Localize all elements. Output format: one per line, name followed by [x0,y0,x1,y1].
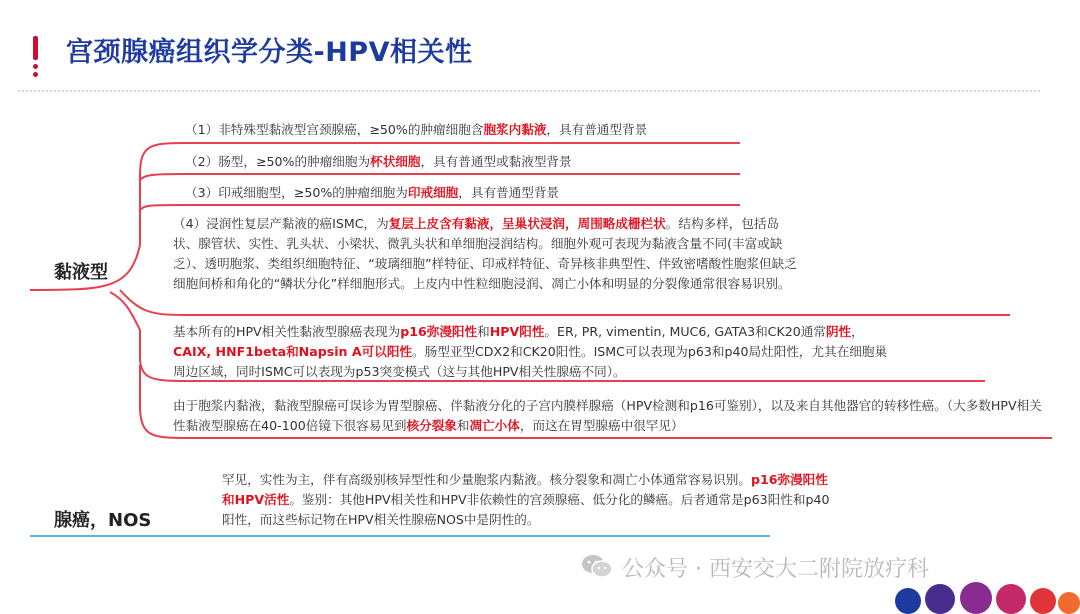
item-2-text: （2）肠型，≥50%的肿瘤细胞为 [185,154,371,169]
nos-text: 罕见，实性为主，伴有高级别核异型性和少量胞浆内黏液。核分裂象和凋亡小体通常容易识别。 [222,472,751,487]
watermark-text: 公众号 · 西安交大二附院放疗科 [622,557,929,582]
differential-text-end: ，而这在胃型腺癌中很罕见） [519,418,684,433]
ihc-highlight-negative: 阴性 [825,324,852,339]
item-2 [185,152,745,172]
nos-paragraph [222,470,832,530]
item-2-highlight: 杯状细胞 [370,154,421,169]
item-3 [185,183,745,203]
decor-circle [895,588,921,614]
decor-circle [960,582,992,614]
ihc-highlight-p16: p16弥漫阳性 [400,324,478,339]
ihc-text: 基本所有的HPV相关性黏液型腺癌表现为 [173,324,401,339]
category-label-nos: 腺癌，NOS [54,510,152,531]
category-label-mucinous: 黏液型 [54,262,108,283]
wechat-logo-icon [580,553,614,579]
decor-circle [1058,592,1080,614]
differential-paragraph [173,396,1053,436]
ihc-connector: 和 [477,324,490,339]
decor-circle [925,584,955,614]
ihc-highlight-hpv: HPV阳性 [489,324,545,339]
differential-connector: 和 [456,418,470,433]
ihc-paragraph [173,322,893,382]
item-3-text-end: ，具有普通型背景 [458,185,559,200]
item-3-highlight: 印戒细胞 [407,185,459,200]
ihc-text-markers: 。ER, PR, vimentin, MUC6, GATA3和CK20通常 [544,324,826,339]
item-1-highlight: 胞浆内黏液 [483,122,547,137]
ihc-text-end: 。肠型亚型CDX2和CK20阳性。ISMC可以表现为p63和p40局灶阳性，尤其在细胞巢周边区域，同时ISMC可以表现为p53突变模式（这与其他HPV相关性腺癌不同）。 [173,344,888,379]
item-2-text-end: ，具有普通型或黏液型背景 [420,154,572,169]
item-4-highlight: 复层上皮含有黏液，呈巢状浸润，周围略成栅栏状 [388,216,666,231]
ihc-connector-comma: ， [851,324,864,339]
item-1 [185,120,745,140]
item-1-text-end: ，具有普通型背景 [546,122,648,137]
differential-text: 由于胞浆内黏液，黏液型腺癌可误诊为胃型腺癌、伴黏液分化的子宫内膜样腺癌（HPV检测和p16可鉴别），以及来自其他器官的转移性癌。（大多数HPV相关性黏液型腺癌在40-100倍镜下很容易见到 [173,398,1042,433]
bracket-branch-3 [140,205,740,210]
nos-highlight: p16弥漫阳性和HPV活性 [222,472,828,507]
item-4-text: （4）浸润性复层产黏液的癌ISMC，为 [173,216,389,231]
page-title: 宫颈腺癌组织学分类-HPV相关性 [66,37,473,68]
item-1-text: （1）非特殊型黏液型宫颈腺癌，≥50%的肿瘤细胞含 [185,122,484,137]
bracket-branch-2 [140,174,740,180]
decor-circle [1030,588,1056,614]
differential-highlight-apoptosis: 凋亡小体 [469,418,520,433]
item-3-text: （3）印戒细胞型，≥50%的肿瘤细胞为 [185,185,408,200]
nos-underline [30,535,770,537]
nos-text-end: 。鉴别：其他HPV相关性和HPV非依赖性的宫颈腺癌、低分化的鳞癌。后者通常是p63阳性和p40阳性，而这些标记物在HPV相关性腺癌NOS中是阴性的。 [222,492,830,527]
decor-circle [996,584,1026,614]
item-4-text-end: 。结构多样，包括岛状、腺管状、实性、乳头状、小梁状、微乳头状和单细胞浸润结构。细胞外观可表现为黏液含量不同(丰富或缺乏）、透明胞浆、类组织细胞特征、“玻璃细胞”样特征、印戒样特征、奇异核非典型性、伴致密嗜酸性胞浆但缺乏细胞间桥和角化的“鳞状分化”样细胞形式。上皮内中性粒细胞浸润、凋亡小体和明显的分裂像通常很容易识别。 [173,216,797,291]
ihc-highlight-positive: CAIX, HNF1beta和Napsin A可以阳性 [173,344,413,359]
differential-highlight-mitosis: 核分裂象 [406,418,457,433]
item-4 [173,214,801,294]
